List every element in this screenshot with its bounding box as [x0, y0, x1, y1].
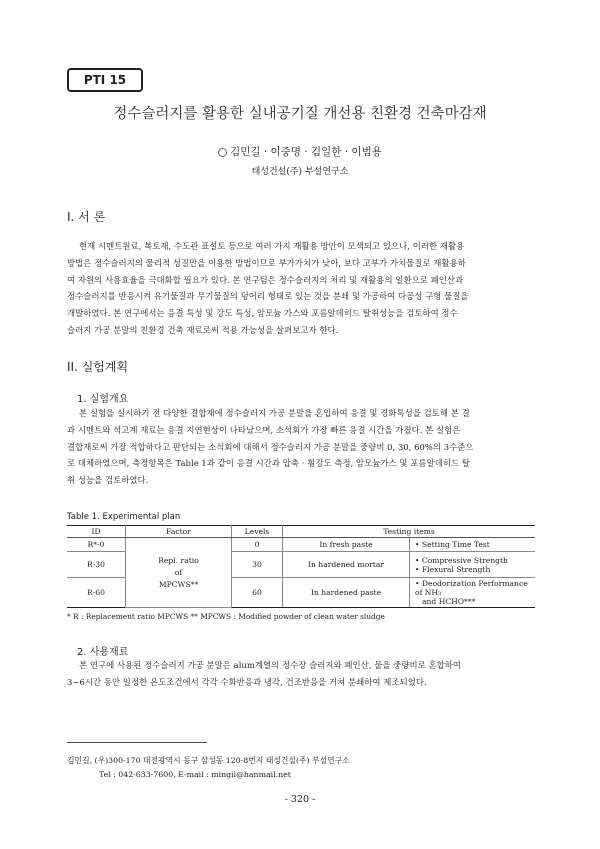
- cell-condition: In fresh paste: [283, 538, 410, 552]
- cell-id: R-30: [67, 552, 126, 578]
- cell-factor: [126, 538, 232, 608]
- section-heading-plan: II. 실험계획: [67, 360, 129, 374]
- paper-title: 정수슬러지를 활용한 실내공기질 개선용 친환경 건축마감재: [113, 106, 487, 122]
- cell-items: [410, 578, 536, 608]
- experimental-plan-table: [67, 525, 535, 608]
- cell-items: [410, 538, 536, 552]
- subsection-heading-materials: 2. 사용재료: [77, 647, 129, 658]
- header-testing-items: Testing items: [283, 526, 536, 538]
- session-badge: PTI 15: [67, 68, 143, 92]
- factor-line: Repl. ratio: [158, 555, 199, 565]
- table-note: * R : Replacement ratio MPCWS ** MPCWS : Modified powder of clean water sludge: [67, 612, 385, 621]
- text-line: 과 시멘트와 석고계 재료는 응결 지연현상이 나타났으며, 소석회가 가장 빠른 응결 시간을 가졌다. 본 실험은: [67, 424, 461, 435]
- factor-line: MPCWS**: [158, 579, 199, 589]
- text-line: 결합재로써 가장 적합하다고 판단되는 소석회에 대해서 정수슬러지 가공 분말을 중량비 0, 30, 60%의 3수준으: [67, 441, 474, 452]
- text-line: 정수슬러지를 반응시켜 유기물질과 무기물질의 덩어리 형태로 있는 것을 분쇄 및 가공하여 다공성 구형 물질을: [67, 291, 469, 302]
- cell-id: R*-0: [67, 538, 126, 552]
- text-line: 본 연구에 사용된 정수슬러지 가공 분말은 alum계열의 정수장 슬러지와 폐인산, 물을 중량비로 혼합하여: [79, 660, 462, 670]
- footnote-contact: Tel : 042-633-7600, E-mail : mingil@hanmail.net: [99, 770, 291, 779]
- test-item: • Deodorization Performance of NH₃: [415, 579, 528, 597]
- text-line: 개발하였다. 본 연구에서는 응결 특성 및 강도 특성, 암모늄 가스와 포름알데히드 탈취성능을 검토하여 정수: [67, 308, 458, 319]
- section-heading-intro: I. 서 론: [67, 210, 106, 224]
- test-item: • Setting Time Test: [415, 540, 490, 549]
- header-levels: Levels: [232, 526, 283, 538]
- cell-level: 60: [232, 578, 283, 608]
- page-number: - 320 -: [284, 794, 316, 805]
- presenter-circle-icon: [218, 148, 227, 157]
- text-line: 현재 시멘트원료, 복토재, 수도관 표설토 등으로 여러 가지 재활용 방안이 모색되고 있으나, 이러한 재활용: [79, 241, 465, 251]
- table-caption: Table 1. Experimental plan: [67, 512, 181, 522]
- test-item: • Flexural Strength: [415, 564, 491, 574]
- factor-line: of: [174, 567, 183, 577]
- header-id: ID: [67, 526, 126, 538]
- cell-level: 0: [232, 538, 283, 552]
- materials-paragraph: [67, 657, 537, 691]
- test-item: and HCHO***: [422, 597, 476, 606]
- author-list: [0, 144, 600, 159]
- cell-level: 30: [232, 552, 283, 578]
- test-item: • Compressive Strength: [415, 555, 508, 565]
- cell-condition: In hardened mortar: [283, 552, 410, 578]
- text-line: 3~6시간 동안 일정한 온도조건에서 각각 수화반응과 냉각, 건조반응을 거쳐 분쇄하여 제조되었다.: [67, 676, 427, 687]
- table-header-row: [67, 526, 535, 538]
- footnote-address: 김민길, (우)300-170 대전광역시 동구 삼성동 120-8번지 태성건설(주) 부설연구소: [67, 756, 350, 765]
- text-line: 방법은 정수슬러지의 물리적 성질만을 이용한 방법이므로 부가가치가 낮아, 보다 고부가 가치물질로 재활용하: [67, 257, 466, 268]
- cell-id: R-60: [67, 578, 126, 608]
- text-line: 취 성능을 검토하였다.: [67, 475, 149, 486]
- footnote-rule: [67, 742, 207, 743]
- text-line: 여 자원의 사용효율을 극대화할 필요가 있다. 본 연구팀은 정수슬러지의 처리 및 재활용의 일환으로 폐인산과: [67, 274, 464, 285]
- intro-paragraph: [67, 238, 537, 339]
- header-factor: Factor: [126, 526, 232, 538]
- text-line: 슬러지 가공 분말의 친환경 건축 재료로써 적용 가능성을 살펴보고자 한다.: [67, 324, 339, 335]
- text-line: 로 대체하였으며, 측정항목은 Table 1과 같이 응결 시간과 압축 · 휨강도 측정, 암모늄가스 및 포름알데히드 탈: [67, 458, 470, 469]
- table-row: [67, 538, 535, 552]
- subsection-heading-overview: 1. 실험개요: [77, 394, 129, 405]
- cell-condition: In hardened paste: [283, 578, 410, 608]
- cell-items: [410, 552, 536, 578]
- overview-paragraph: [67, 405, 537, 489]
- affiliation: 태성건설(주) 부설연구소: [251, 167, 349, 177]
- author-names: 김민길 · 이중명 · 김일한 · 이범용: [230, 146, 382, 158]
- text-line: 본 실험을 실시하기 전 다양한 결합재에 정수슬러지 가공 분말을 혼입하여 응결 및 경화특성을 검토해 본 결: [79, 408, 470, 418]
